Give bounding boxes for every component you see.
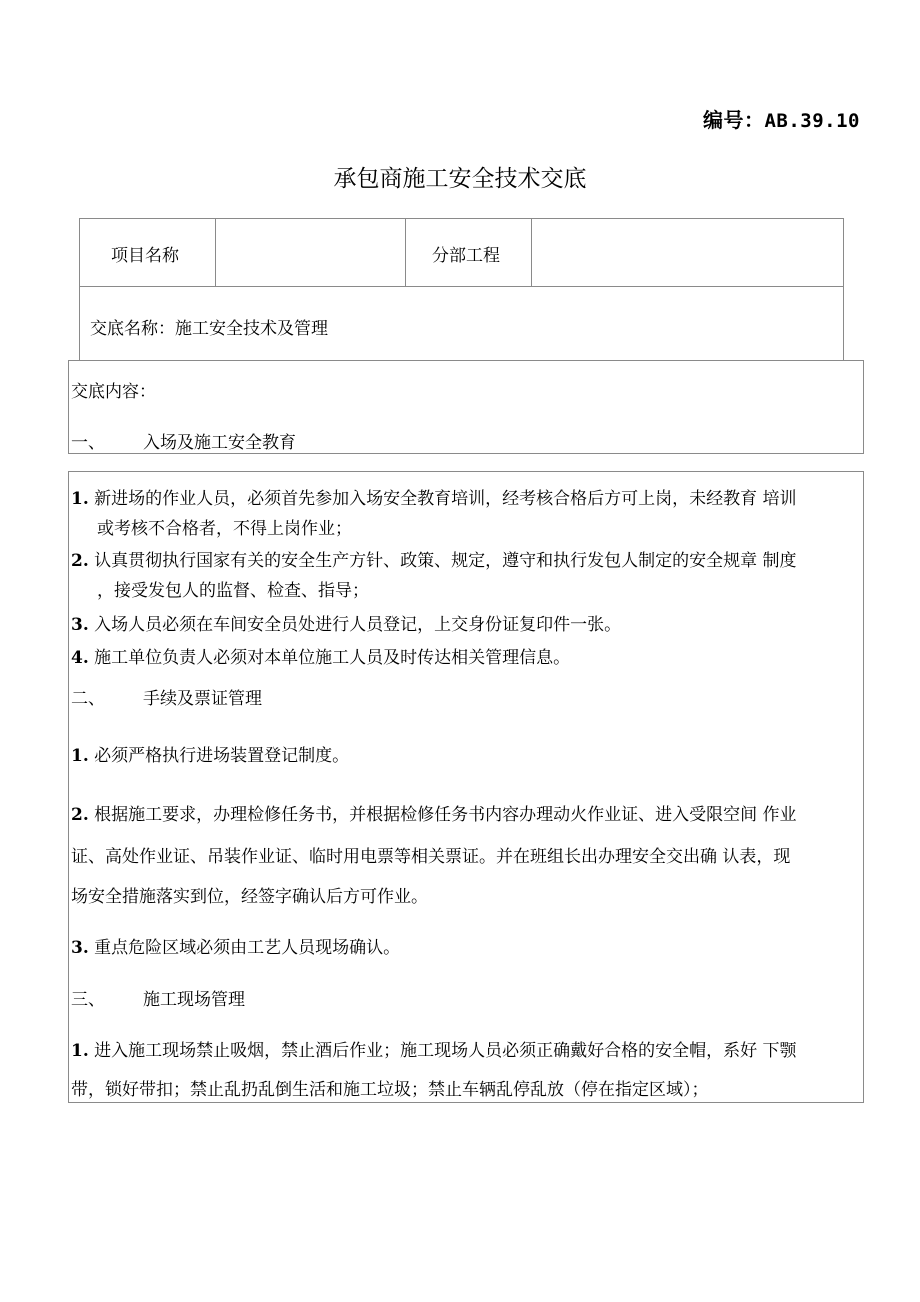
list-item-continuation: 或考核不合格者，不得上岗作业； <box>97 519 352 539</box>
list-item: 4. 施工单位负责人必须对本单位施工人员及时传达相关管理信息。 <box>71 648 571 668</box>
column-divider <box>405 219 406 286</box>
section-heading-2: 二、 手续及票证管理 <box>71 689 262 709</box>
list-item: 3. 入场人员必须在车间安全员处进行人员登记，上交身份证复印件一张。 <box>71 615 622 635</box>
list-item: 3. 重点危险区域必须由工艺人员现场确认。 <box>71 938 401 958</box>
disclosure-name: 交底名称：施工安全技术及管理 <box>90 319 328 339</box>
column-divider <box>215 219 216 286</box>
list-item-continuation: 场安全措施落实到位，经签字确认后方可作业。 <box>71 887 428 907</box>
list-item-continuation: ，接受发包人的监督、检查、指导； <box>97 581 369 601</box>
list-item: 1. 进入施工现场禁止吸烟，禁止酒后作业；施工现场人员必须正确戴好合格的安全帽，系好 下颚 <box>71 1041 797 1061</box>
list-item: 1. 必须严格执行进场装置登记制度。 <box>71 746 350 766</box>
content-header-box <box>68 360 864 454</box>
header-row <box>80 219 843 287</box>
document-number-label: 编号： <box>702 108 765 132</box>
header-table <box>79 218 844 360</box>
project-name-label: 项目名称 <box>111 246 179 266</box>
list-item: 2. 根据施工要求，办理检修任务书，并根据检修任务书内容办理动火作业证、进入受限空间 作业 <box>71 805 797 825</box>
section-heading-1: 一、 入场及施工安全教育 <box>71 433 296 453</box>
list-item-continuation: 证、高处作业证、吊装作业证、临时用电票等相关票证。并在班组长出办理安全交出确 认表，现 <box>71 847 791 867</box>
section-heading-3: 三、 施工现场管理 <box>71 990 245 1010</box>
content-body-box <box>68 471 864 1103</box>
document-number <box>703 104 860 133</box>
document-number-value: AB.39.10 <box>764 110 860 132</box>
list-item-continuation: 带，锁好带扣；禁止乱扔乱倒生活和施工垃圾；禁止车辆乱停乱放（停在指定区域）； <box>71 1080 709 1100</box>
division-label: 分部工程 <box>432 246 500 266</box>
content-label: 交底内容： <box>71 382 156 402</box>
page-title: 承包商施工安全技术交底 <box>333 166 587 192</box>
column-divider <box>531 219 532 286</box>
list-item: 1. 新进场的作业人员，必须首先参加入场安全教育培训，经考核合格后方可上岗，未经教育 培训 <box>71 489 797 509</box>
list-item: 2. 认真贯彻执行国家有关的安全生产方针、政策、规定，遵守和执行发包人制定的安全规章 制度 <box>71 551 797 571</box>
